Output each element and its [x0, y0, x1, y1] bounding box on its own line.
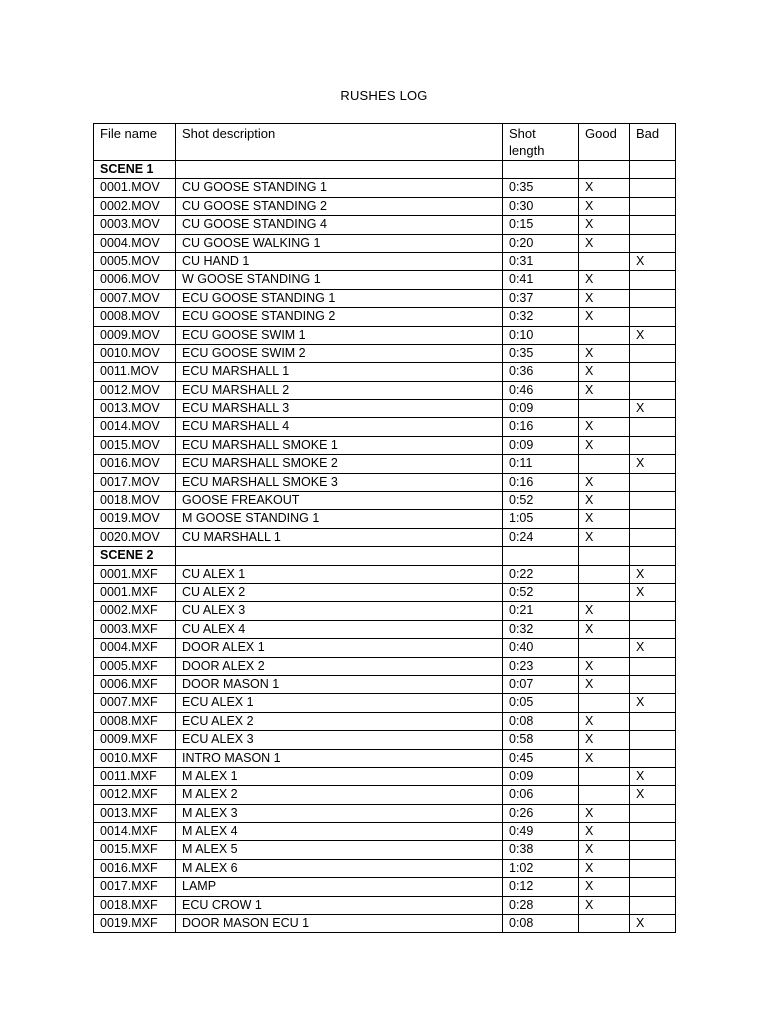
- good-mark-cell: [579, 767, 630, 785]
- bad-mark-cell: [630, 878, 676, 896]
- file-name-cell: 0010.MOV: [94, 344, 176, 362]
- shot-description-cell: ECU ALEX 3: [176, 731, 503, 749]
- shot-length-cell: 0:36: [503, 363, 579, 381]
- file-name-cell: 0008.MXF: [94, 712, 176, 730]
- bad-mark-cell: [630, 271, 676, 289]
- shot-description-cell: LAMP: [176, 878, 503, 896]
- shot-description-cell: DOOR ALEX 1: [176, 639, 503, 657]
- file-name-cell: 0006.MXF: [94, 675, 176, 693]
- table-row: [94, 344, 676, 362]
- table-row: [94, 271, 676, 289]
- bad-mark-cell: [630, 344, 676, 362]
- table-row: [94, 473, 676, 491]
- shot-length-cell: 0:24: [503, 528, 579, 546]
- table-row: [94, 915, 676, 933]
- table-header: [94, 124, 676, 161]
- bad-mark-cell: [630, 308, 676, 326]
- good-mark-cell: X: [579, 528, 630, 546]
- empty-cell: [630, 161, 676, 179]
- file-name-cell: 0003.MOV: [94, 216, 176, 234]
- shot-description-cell: ECU MARSHALL SMOKE 2: [176, 455, 503, 473]
- good-mark-cell: X: [579, 823, 630, 841]
- good-mark-cell: X: [579, 731, 630, 749]
- good-mark-cell: X: [579, 602, 630, 620]
- good-mark-cell: [579, 583, 630, 601]
- shot-length-cell: 0:41: [503, 271, 579, 289]
- table-row: [94, 767, 676, 785]
- shot-length-cell: 0:15: [503, 216, 579, 234]
- shot-length-cell: 0:21: [503, 602, 579, 620]
- shot-description-cell: CU ALEX 4: [176, 620, 503, 638]
- good-mark-cell: [579, 639, 630, 657]
- table-row: [94, 289, 676, 307]
- shot-description-cell: CU ALEX 2: [176, 583, 503, 601]
- shot-length-cell: 0:28: [503, 896, 579, 914]
- bad-mark-cell: [630, 657, 676, 675]
- table-row: [94, 418, 676, 436]
- file-name-cell: 0005.MOV: [94, 252, 176, 270]
- file-name-cell: 0006.MOV: [94, 271, 176, 289]
- shot-description-cell: INTRO MASON 1: [176, 749, 503, 767]
- file-name-cell: 0001.MOV: [94, 179, 176, 197]
- table-row: [94, 363, 676, 381]
- header-row: [94, 124, 676, 161]
- table-row: [94, 308, 676, 326]
- file-name-cell: 0013.MOV: [94, 400, 176, 418]
- bad-mark-cell: [630, 712, 676, 730]
- file-name-cell: 0005.MXF: [94, 657, 176, 675]
- bad-mark-cell: X: [630, 694, 676, 712]
- shot-length-cell: 0:06: [503, 786, 579, 804]
- good-mark-cell: X: [579, 473, 630, 491]
- table-row: [94, 528, 676, 546]
- shot-length-cell: 0:20: [503, 234, 579, 252]
- table-row: [94, 878, 676, 896]
- table-row: [94, 841, 676, 859]
- shot-description-cell: ECU GOOSE STANDING 1: [176, 289, 503, 307]
- shot-length-cell: 0:26: [503, 804, 579, 822]
- shot-description-cell: ECU ALEX 2: [176, 712, 503, 730]
- good-mark-cell: X: [579, 179, 630, 197]
- table-row: [94, 639, 676, 657]
- shot-description-cell: CU ALEX 3: [176, 602, 503, 620]
- file-name-cell: 0018.MOV: [94, 492, 176, 510]
- shot-length-cell: 1:02: [503, 859, 579, 877]
- file-name-cell: 0009.MXF: [94, 731, 176, 749]
- scene-heading-row: [94, 547, 676, 565]
- bad-mark-cell: X: [630, 915, 676, 933]
- table-row: [94, 804, 676, 822]
- file-name-cell: 0020.MOV: [94, 528, 176, 546]
- file-name-cell: 0008.MOV: [94, 308, 176, 326]
- bad-mark-cell: [630, 841, 676, 859]
- table-row: [94, 602, 676, 620]
- good-mark-cell: X: [579, 510, 630, 528]
- shot-length-cell: 0:32: [503, 620, 579, 638]
- empty-cell: [579, 161, 630, 179]
- table-row: [94, 400, 676, 418]
- table-row: [94, 179, 676, 197]
- scene-label: SCENE 1: [94, 161, 176, 179]
- table-row: [94, 694, 676, 712]
- shot-description-cell: ECU MARSHALL SMOKE 3: [176, 473, 503, 491]
- good-mark-cell: X: [579, 841, 630, 859]
- shot-length-cell: 0:31: [503, 252, 579, 270]
- table-row: [94, 197, 676, 215]
- good-mark-cell: X: [579, 492, 630, 510]
- table-row: [94, 823, 676, 841]
- bad-mark-cell: [630, 602, 676, 620]
- table-row: [94, 252, 676, 270]
- bad-mark-cell: [630, 896, 676, 914]
- good-mark-cell: X: [579, 436, 630, 454]
- document-title: RUSHES LOG: [340, 88, 428, 103]
- good-mark-cell: [579, 400, 630, 418]
- table-row: [94, 455, 676, 473]
- good-mark-cell: X: [579, 418, 630, 436]
- shot-description-cell: M ALEX 2: [176, 786, 503, 804]
- shot-length-cell: 1:05: [503, 510, 579, 528]
- good-mark-cell: X: [579, 197, 630, 215]
- good-mark-cell: X: [579, 859, 630, 877]
- shot-length-cell: 0:45: [503, 749, 579, 767]
- good-mark-cell: [579, 252, 630, 270]
- shot-description-cell: ECU GOOSE SWIM 1: [176, 326, 503, 344]
- file-name-cell: 0019.MXF: [94, 915, 176, 933]
- table-row: [94, 657, 676, 675]
- file-name-cell: 0001.MXF: [94, 583, 176, 601]
- shot-description-cell: DOOR ALEX 2: [176, 657, 503, 675]
- shot-description-cell: CU HAND 1: [176, 252, 503, 270]
- file-name-cell: 0019.MOV: [94, 510, 176, 528]
- shot-description-cell: ECU MARSHALL 3: [176, 400, 503, 418]
- good-mark-cell: X: [579, 878, 630, 896]
- shot-length-cell: 0:08: [503, 915, 579, 933]
- good-mark-cell: X: [579, 344, 630, 362]
- shot-description-cell: CU ALEX 1: [176, 565, 503, 583]
- empty-cell: [176, 161, 503, 179]
- shot-description-cell: ECU GOOSE STANDING 2: [176, 308, 503, 326]
- table-row: [94, 712, 676, 730]
- bad-mark-cell: [630, 436, 676, 454]
- shot-length-cell: 0:16: [503, 418, 579, 436]
- shot-description-cell: M ALEX 4: [176, 823, 503, 841]
- bad-mark-cell: [630, 859, 676, 877]
- bad-mark-cell: [630, 179, 676, 197]
- shot-description-cell: ECU CROW 1: [176, 896, 503, 914]
- good-mark-cell: X: [579, 271, 630, 289]
- bad-mark-cell: X: [630, 583, 676, 601]
- shot-description-cell: CU GOOSE STANDING 4: [176, 216, 503, 234]
- empty-cell: [630, 547, 676, 565]
- file-name-cell: 0018.MXF: [94, 896, 176, 914]
- good-mark-cell: X: [579, 675, 630, 693]
- bad-mark-cell: X: [630, 400, 676, 418]
- bad-mark-cell: [630, 216, 676, 234]
- table-body: [94, 161, 676, 933]
- table-row: [94, 234, 676, 252]
- shot-description-cell: M ALEX 3: [176, 804, 503, 822]
- good-mark-cell: X: [579, 216, 630, 234]
- good-mark-cell: [579, 455, 630, 473]
- shot-length-cell: 0:09: [503, 436, 579, 454]
- header-shot-length: Shot length: [503, 124, 579, 161]
- file-name-cell: 0010.MXF: [94, 749, 176, 767]
- table-row: [94, 786, 676, 804]
- shot-description-cell: M ALEX 5: [176, 841, 503, 859]
- bad-mark-cell: X: [630, 252, 676, 270]
- bad-mark-cell: X: [630, 326, 676, 344]
- bad-mark-cell: X: [630, 565, 676, 583]
- file-name-cell: 0011.MXF: [94, 767, 176, 785]
- file-name-cell: 0014.MOV: [94, 418, 176, 436]
- empty-cell: [503, 161, 579, 179]
- good-mark-cell: X: [579, 381, 630, 399]
- shot-length-cell: 0:52: [503, 583, 579, 601]
- table-row: [94, 510, 676, 528]
- bad-mark-cell: [630, 363, 676, 381]
- rushes-log-table: [93, 123, 676, 933]
- good-mark-cell: [579, 565, 630, 583]
- file-name-cell: 0013.MXF: [94, 804, 176, 822]
- bad-mark-cell: [630, 418, 676, 436]
- shot-description-cell: M GOOSE STANDING 1: [176, 510, 503, 528]
- empty-cell: [503, 547, 579, 565]
- shot-length-cell: 0:35: [503, 179, 579, 197]
- shot-length-cell: 0:12: [503, 878, 579, 896]
- file-name-cell: 0009.MOV: [94, 326, 176, 344]
- table-row: [94, 731, 676, 749]
- file-name-cell: 0002.MXF: [94, 602, 176, 620]
- shot-description-cell: CU GOOSE STANDING 2: [176, 197, 503, 215]
- good-mark-cell: X: [579, 234, 630, 252]
- shot-length-cell: 0:07: [503, 675, 579, 693]
- bad-mark-cell: [630, 197, 676, 215]
- bad-mark-cell: X: [630, 639, 676, 657]
- shot-length-cell: 0:38: [503, 841, 579, 859]
- table-row: [94, 326, 676, 344]
- good-mark-cell: X: [579, 308, 630, 326]
- shot-length-cell: 0:11: [503, 455, 579, 473]
- file-name-cell: 0012.MOV: [94, 381, 176, 399]
- shot-length-cell: 0:32: [503, 308, 579, 326]
- shot-description-cell: DOOR MASON ECU 1: [176, 915, 503, 933]
- bad-mark-cell: [630, 492, 676, 510]
- table-row: [94, 620, 676, 638]
- shot-length-cell: 0:05: [503, 694, 579, 712]
- good-mark-cell: X: [579, 620, 630, 638]
- file-name-cell: 0015.MXF: [94, 841, 176, 859]
- table-row: [94, 749, 676, 767]
- shot-description-cell: M ALEX 6: [176, 859, 503, 877]
- shot-length-cell: 0:30: [503, 197, 579, 215]
- file-name-cell: 0001.MXF: [94, 565, 176, 583]
- shot-length-cell: 0:09: [503, 767, 579, 785]
- table-row: [94, 859, 676, 877]
- shot-description-cell: ECU MARSHALL 4: [176, 418, 503, 436]
- bad-mark-cell: [630, 823, 676, 841]
- file-name-cell: 0016.MXF: [94, 859, 176, 877]
- bad-mark-cell: [630, 473, 676, 491]
- good-mark-cell: [579, 326, 630, 344]
- good-mark-cell: X: [579, 657, 630, 675]
- shot-length-cell: 0:08: [503, 712, 579, 730]
- bad-mark-cell: [630, 731, 676, 749]
- shot-description-cell: DOOR MASON 1: [176, 675, 503, 693]
- table-row: [94, 436, 676, 454]
- file-name-cell: 0007.MXF: [94, 694, 176, 712]
- shot-length-cell: 0:58: [503, 731, 579, 749]
- empty-cell: [579, 547, 630, 565]
- table-row: [94, 492, 676, 510]
- bad-mark-cell: [630, 234, 676, 252]
- file-name-cell: 0002.MOV: [94, 197, 176, 215]
- shot-description-cell: ECU MARSHALL SMOKE 1: [176, 436, 503, 454]
- bad-mark-cell: [630, 510, 676, 528]
- shot-description-cell: ECU MARSHALL 2: [176, 381, 503, 399]
- good-mark-cell: X: [579, 749, 630, 767]
- shot-description-cell: M ALEX 1: [176, 767, 503, 785]
- shot-length-cell: 0:40: [503, 639, 579, 657]
- shot-length-cell: 0:16: [503, 473, 579, 491]
- good-mark-cell: [579, 915, 630, 933]
- header-shot-description: Shot description: [176, 124, 503, 161]
- bad-mark-cell: [630, 620, 676, 638]
- shot-description-cell: CU GOOSE WALKING 1: [176, 234, 503, 252]
- table-row: [94, 565, 676, 583]
- shot-length-cell: 0:46: [503, 381, 579, 399]
- shot-description-cell: CU GOOSE STANDING 1: [176, 179, 503, 197]
- good-mark-cell: [579, 786, 630, 804]
- good-mark-cell: X: [579, 363, 630, 381]
- file-name-cell: 0004.MXF: [94, 639, 176, 657]
- file-name-cell: 0007.MOV: [94, 289, 176, 307]
- file-name-cell: 0011.MOV: [94, 363, 176, 381]
- file-name-cell: 0017.MOV: [94, 473, 176, 491]
- shot-description-cell: W GOOSE STANDING 1: [176, 271, 503, 289]
- file-name-cell: 0017.MXF: [94, 878, 176, 896]
- good-mark-cell: X: [579, 896, 630, 914]
- file-name-cell: 0015.MOV: [94, 436, 176, 454]
- shot-length-cell: 0:52: [503, 492, 579, 510]
- shot-description-cell: ECU GOOSE SWIM 2: [176, 344, 503, 362]
- shot-description-cell: ECU ALEX 1: [176, 694, 503, 712]
- shot-length-cell: 0:35: [503, 344, 579, 362]
- shot-length-cell: 0:10: [503, 326, 579, 344]
- bad-mark-cell: [630, 381, 676, 399]
- good-mark-cell: X: [579, 804, 630, 822]
- scene-heading-row: [94, 161, 676, 179]
- bad-mark-cell: [630, 289, 676, 307]
- shot-length-cell: 0:22: [503, 565, 579, 583]
- table-row: [94, 216, 676, 234]
- bad-mark-cell: [630, 675, 676, 693]
- file-name-cell: 0004.MOV: [94, 234, 176, 252]
- bad-mark-cell: [630, 749, 676, 767]
- bad-mark-cell: [630, 528, 676, 546]
- shot-length-cell: 0:23: [503, 657, 579, 675]
- shot-description-cell: CU MARSHALL 1: [176, 528, 503, 546]
- shot-description-cell: ECU MARSHALL 1: [176, 363, 503, 381]
- header-file-name: File name: [94, 124, 176, 161]
- bad-mark-cell: [630, 804, 676, 822]
- shot-length-cell: 0:09: [503, 400, 579, 418]
- shot-description-cell: GOOSE FREAKOUT: [176, 492, 503, 510]
- table-row: [94, 381, 676, 399]
- table-row: [94, 896, 676, 914]
- scene-label: SCENE 2: [94, 547, 176, 565]
- bad-mark-cell: X: [630, 786, 676, 804]
- header-bad: Bad: [630, 124, 676, 161]
- table-row: [94, 583, 676, 601]
- file-name-cell: 0003.MXF: [94, 620, 176, 638]
- shot-length-cell: 0:49: [503, 823, 579, 841]
- shot-length-cell: 0:37: [503, 289, 579, 307]
- header-good: Good: [579, 124, 630, 161]
- file-name-cell: 0016.MOV: [94, 455, 176, 473]
- bad-mark-cell: X: [630, 455, 676, 473]
- file-name-cell: 0014.MXF: [94, 823, 176, 841]
- bad-mark-cell: X: [630, 767, 676, 785]
- file-name-cell: 0012.MXF: [94, 786, 176, 804]
- good-mark-cell: [579, 694, 630, 712]
- table-row: [94, 675, 676, 693]
- empty-cell: [176, 547, 503, 565]
- good-mark-cell: X: [579, 712, 630, 730]
- good-mark-cell: X: [579, 289, 630, 307]
